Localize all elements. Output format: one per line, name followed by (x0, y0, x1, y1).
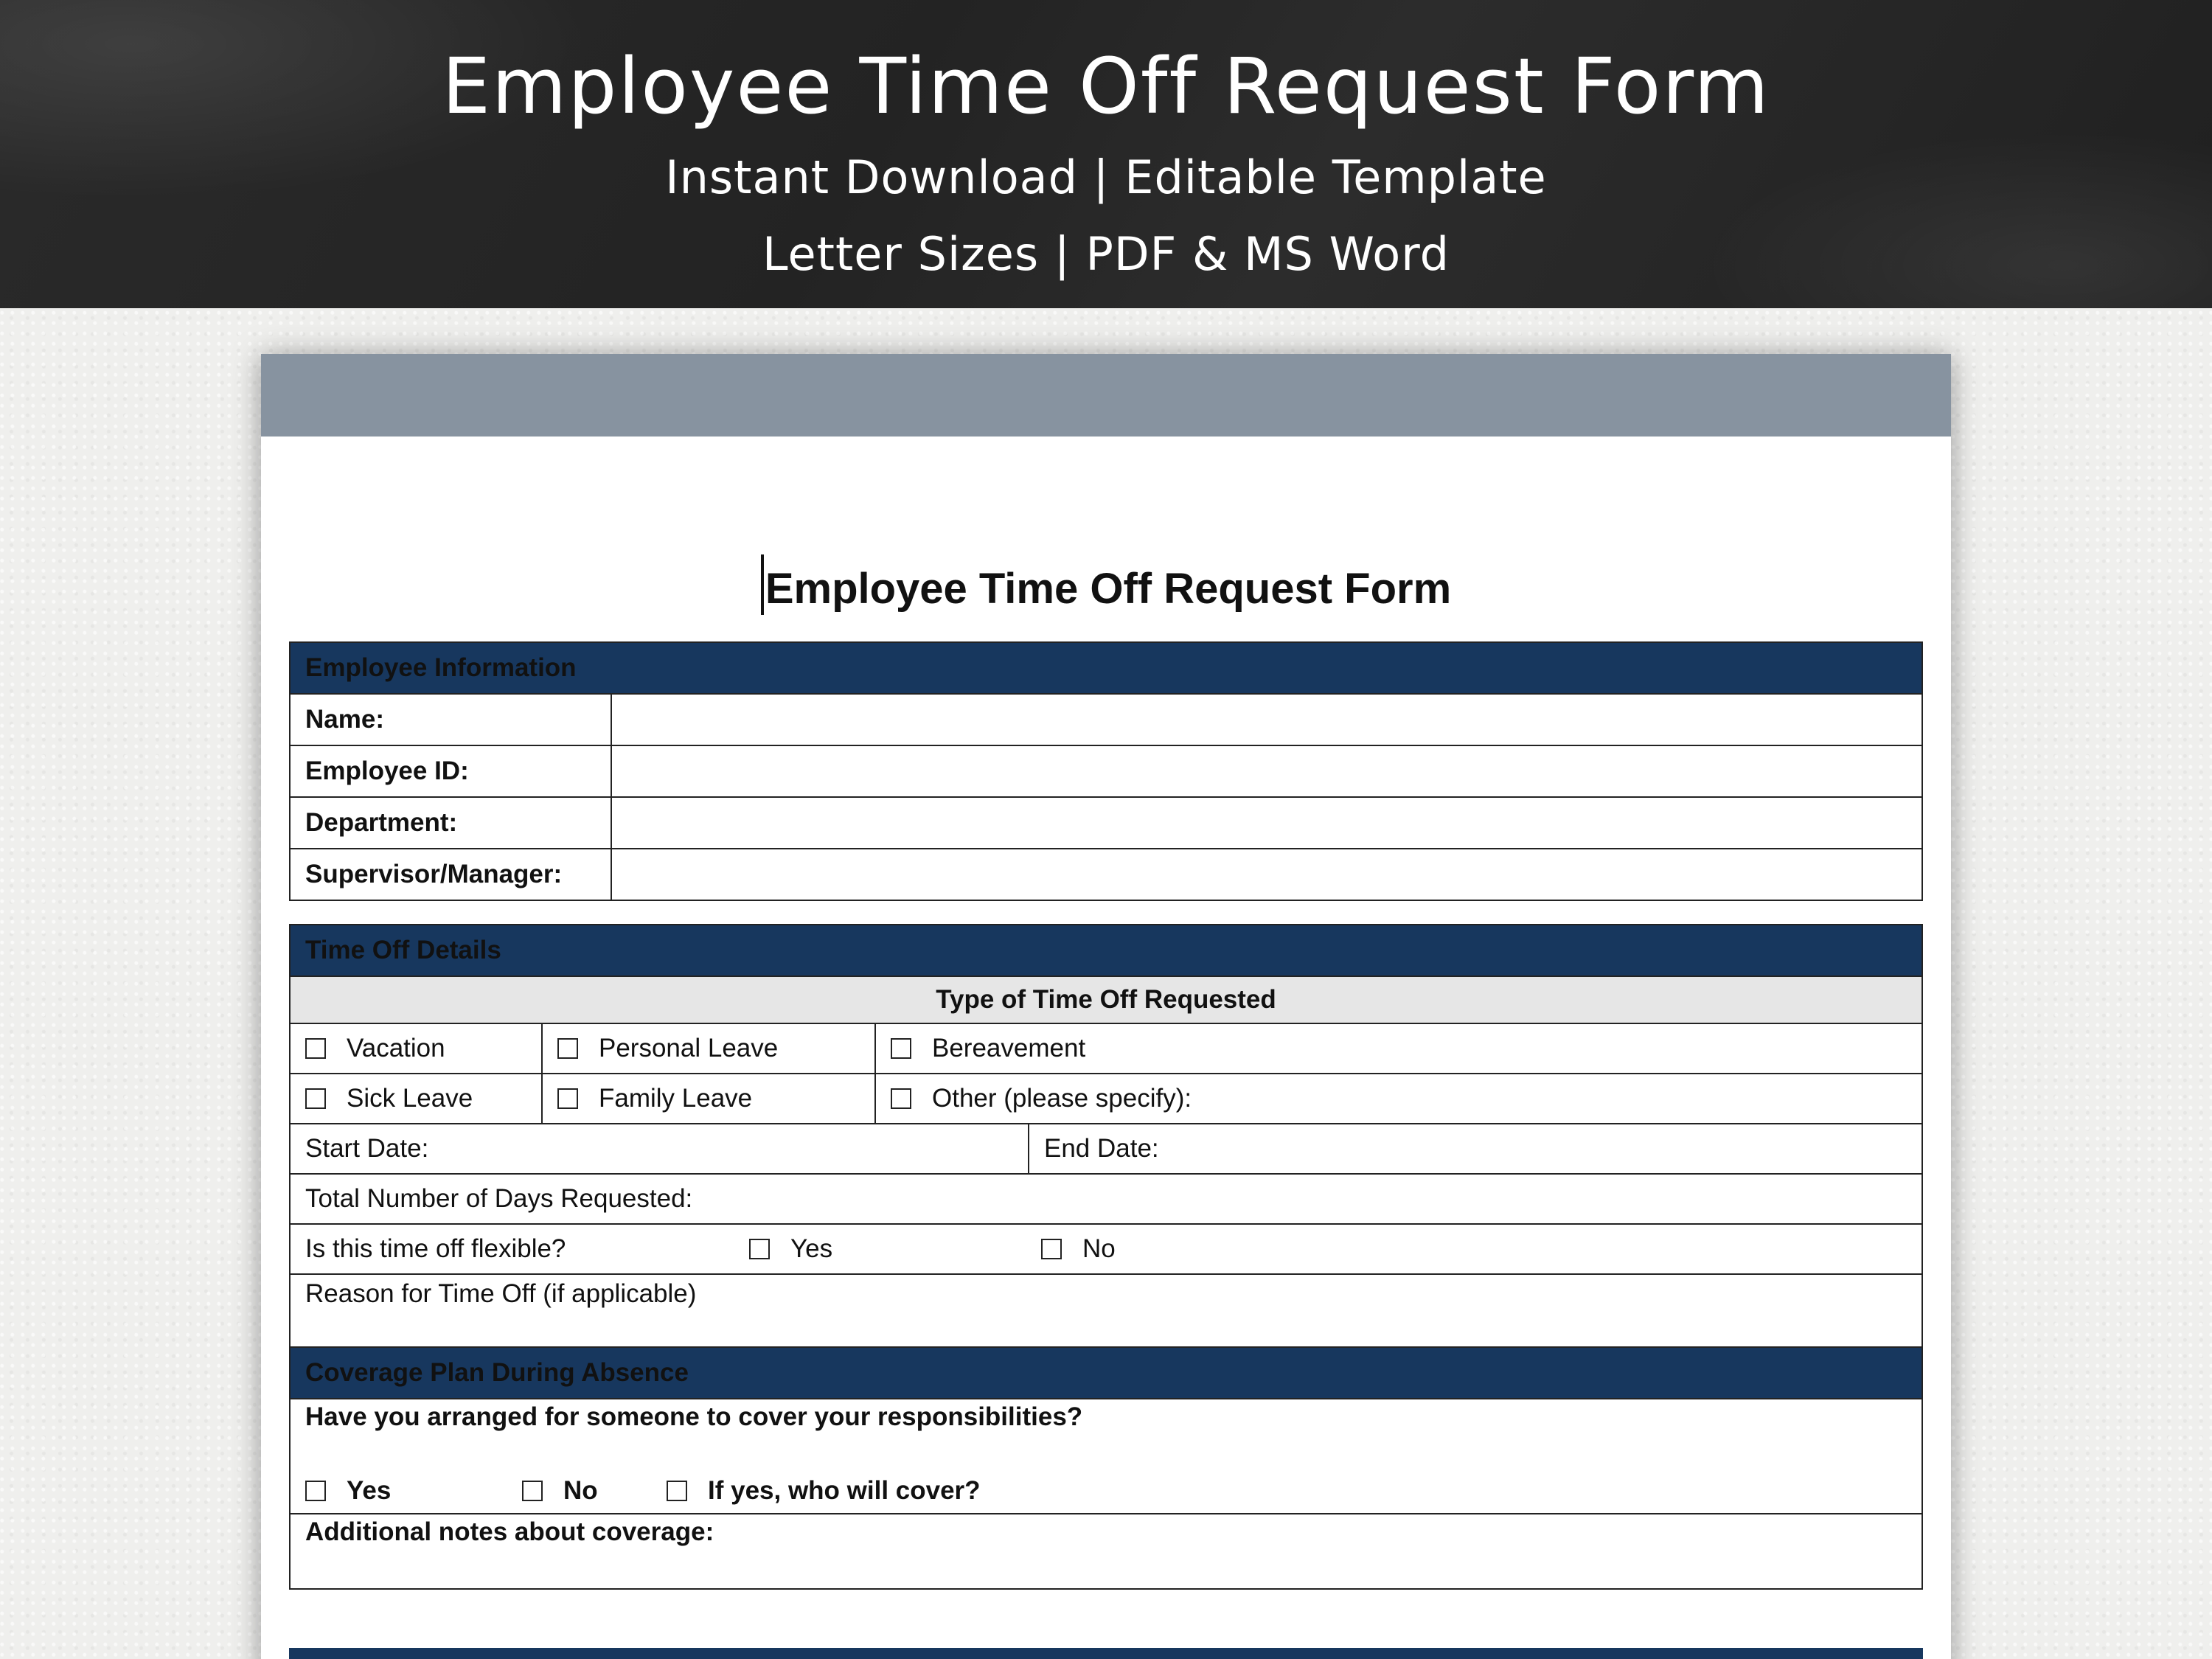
coverage-who-option[interactable]: If yes, who will cover? (667, 1476, 981, 1506)
supervisor-field[interactable] (611, 849, 1922, 900)
checkbox[interactable] (305, 1088, 326, 1109)
checkbox[interactable] (891, 1038, 911, 1059)
family-leave-option[interactable]: Family Leave (542, 1074, 875, 1124)
coverage-yes-option[interactable]: Yes (305, 1476, 522, 1506)
reason-field[interactable]: Reason for Time Off (if applicable) (290, 1274, 1922, 1351)
department-field[interactable] (611, 797, 1922, 849)
flexible-no-option[interactable]: No (1041, 1234, 1116, 1264)
promo-banner (0, 0, 2212, 308)
coverage-notes-field[interactable]: Additional notes about coverage: (290, 1514, 1922, 1589)
checkbox[interactable] (1041, 1239, 1062, 1259)
employee-info-table (289, 641, 1923, 901)
time-off-type-heading: Type of Time Off Requested (290, 976, 1922, 1023)
vacation-option[interactable]: Vacation (290, 1023, 542, 1074)
time-off-heading: Time Off Details (290, 925, 1922, 976)
checkbox[interactable] (891, 1088, 911, 1109)
next-section-heading-bar (289, 1648, 1923, 1659)
flexible-row (290, 1224, 1922, 1274)
coverage-options (305, 1476, 1907, 1506)
coverage-no-option[interactable]: No (522, 1476, 667, 1506)
checkbox[interactable] (305, 1481, 326, 1501)
employee-info-heading: Employee Information (290, 642, 1922, 694)
supervisor-label: Supervisor/Manager: (290, 849, 611, 900)
name-label: Name: (290, 694, 611, 745)
banner-subtitle-1: Instant Download | Editable Template (665, 150, 1547, 204)
checkbox[interactable] (667, 1481, 687, 1501)
coverage-table (289, 1346, 1923, 1590)
total-days-field[interactable]: Total Number of Days Requested: (290, 1174, 1922, 1224)
coverage-heading: Coverage Plan During Absence (290, 1347, 1922, 1399)
banner-subtitle-2: Letter Sizes | PDF & MS Word (762, 227, 1450, 281)
coverage-question: Have you arranged for someone to cover your responsibilities? (305, 1402, 1083, 1431)
sick-leave-option[interactable]: Sick Leave (290, 1074, 542, 1124)
employee-id-field[interactable] (611, 745, 1922, 797)
checkbox[interactable] (305, 1038, 326, 1059)
end-date-field[interactable]: End Date: (1029, 1124, 1922, 1174)
document-title: Employee Time Off Request Form (261, 554, 1951, 615)
time-off-table (289, 924, 1923, 1352)
document-header-band (261, 354, 1951, 437)
coverage-question-cell (290, 1399, 1922, 1514)
checkbox[interactable] (557, 1038, 578, 1059)
other-option[interactable]: Other (please specify): (875, 1074, 1922, 1124)
start-date-field[interactable]: Start Date: (290, 1124, 1029, 1174)
form-document (261, 354, 1951, 1659)
name-field[interactable] (611, 694, 1922, 745)
flexible-yes-option[interactable]: Yes (749, 1234, 1041, 1264)
department-label: Department: (290, 797, 611, 849)
text-cursor (761, 554, 764, 615)
employee-id-label: Employee ID: (290, 745, 611, 797)
bereavement-option[interactable]: Bereavement (875, 1023, 1922, 1074)
flexible-question: Is this time off flexible? (305, 1234, 566, 1263)
checkbox[interactable] (749, 1239, 770, 1259)
banner-title: Employee Time Off Request Form (442, 41, 1770, 131)
personal-leave-option[interactable]: Personal Leave (542, 1023, 875, 1074)
checkbox[interactable] (522, 1481, 543, 1501)
checkbox[interactable] (557, 1088, 578, 1109)
